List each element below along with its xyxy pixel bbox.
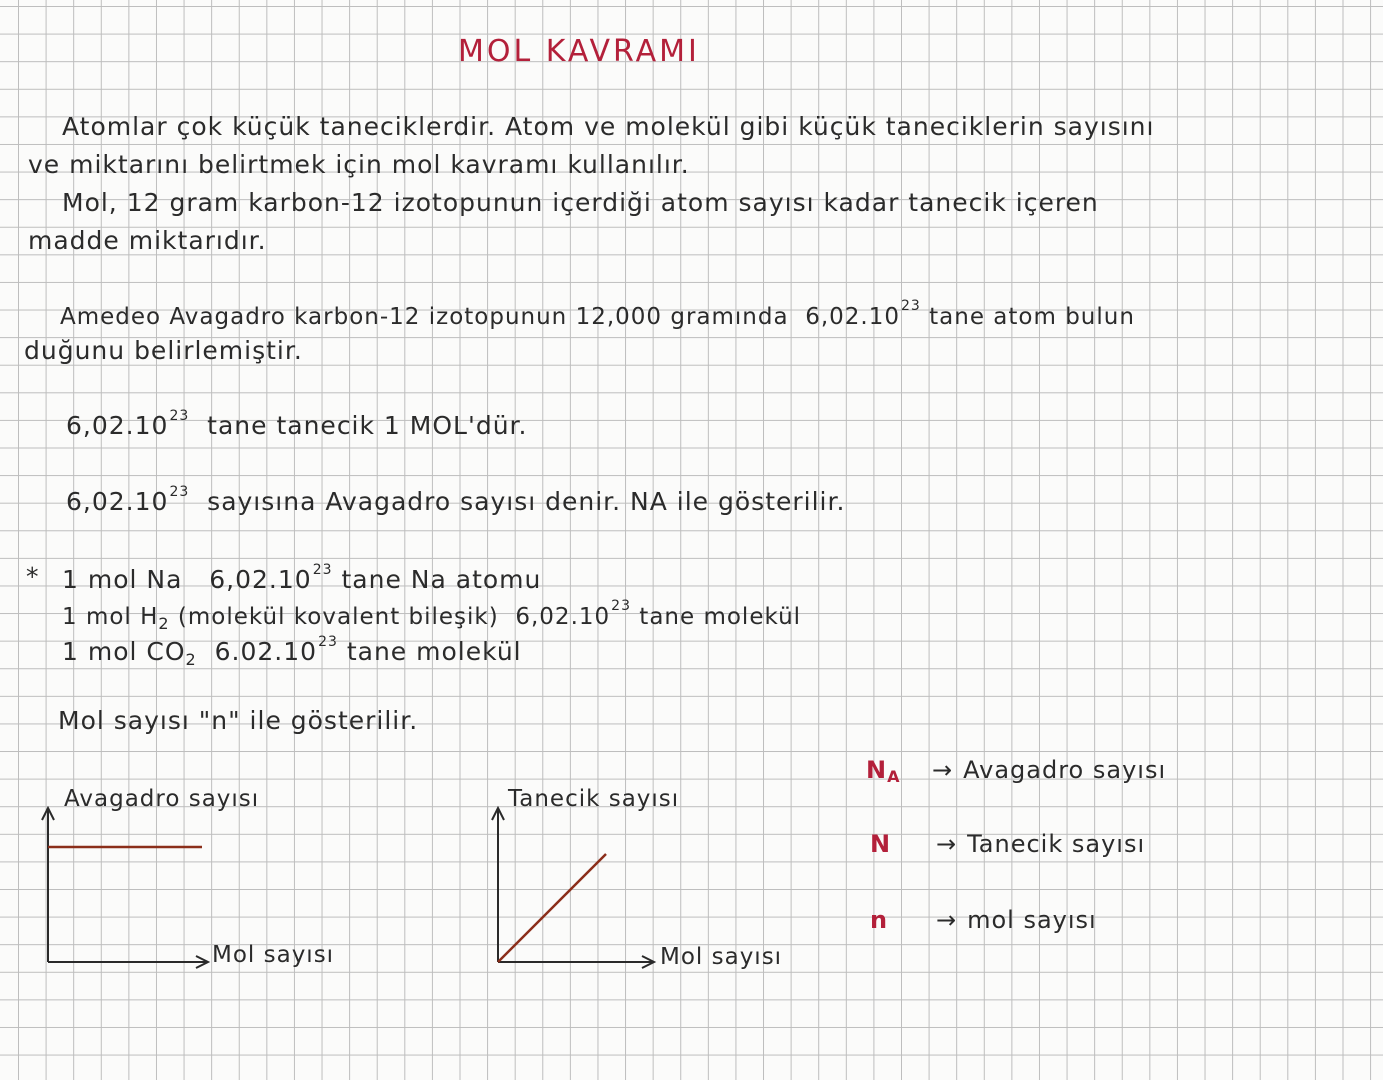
legend-item-n-upper	[870, 830, 1145, 858]
graph-2-series-line	[498, 854, 606, 962]
avogadro-line-1	[60, 298, 1135, 330]
intro-line-4: madde miktarıdır.	[28, 226, 267, 255]
example-item-3	[62, 634, 522, 669]
graph-2-ylabel: Tanecik sayısı	[508, 786, 680, 812]
statement-one-mol	[66, 408, 527, 440]
legend-key-na: $N_A$	[866, 756, 901, 786]
avogadro-line-1-tail: tane atom bulun	[929, 304, 1135, 330]
legend-key-n-upper: N	[870, 830, 892, 858]
arrow-right-icon: →	[936, 906, 958, 934]
example-1-post: tane Na atomu	[341, 565, 542, 594]
arrow-right-icon: →	[932, 756, 954, 784]
example-2-pre: 1 mol H	[62, 604, 159, 630]
legend-key-n-lower: n	[870, 906, 889, 934]
example-3-post: tane molekül	[346, 637, 522, 666]
intro-line-2: ve miktarını belirtmek için mol kavramı kullanılır.	[28, 150, 690, 179]
example-bullet: *	[26, 562, 40, 591]
intro-line-1: Atomlar çok küçük taneciklerdir. Atom ve molekül gibi küçük taneciklerin sayısını	[62, 112, 1155, 141]
legend-item-na	[866, 756, 1166, 786]
legend-label-na: Avagadro sayısı	[963, 756, 1167, 784]
legend-item-n-lower	[870, 906, 1097, 934]
avogadro-line-2: duğunu belirlemiştir.	[24, 336, 303, 365]
example-3-pre: 1 mol CO	[62, 637, 186, 666]
statement-2-text: sayısına Avagadro sayısı denir. NA ile gösterilir.	[207, 487, 846, 516]
graph-1-xlabel: Mol sayısı	[212, 942, 335, 968]
example-3-exp: 23	[318, 634, 338, 650]
graph-1-ylabel: Avagadro sayısı	[64, 786, 260, 812]
example-1-pre: 1 mol Na	[62, 565, 183, 594]
statement-2-coef: 6,02.10	[66, 487, 169, 516]
example-2-pre-sub: 2	[158, 614, 170, 633]
avogadro-line-1-coef: 6,02.10	[805, 304, 901, 330]
graph-2-svg	[480, 800, 680, 970]
avogadro-line-1-exp: 23	[901, 298, 921, 314]
example-3-coef: 6.02.10	[214, 637, 318, 666]
legend-label-n-lower: mol sayısı	[967, 906, 1097, 934]
graph-2-xlabel: Mol sayısı	[660, 944, 783, 970]
statement-avogadro-number	[66, 484, 845, 516]
example-item-1	[62, 562, 541, 594]
mol-note: Mol sayısı "n" ile gösterilir.	[58, 706, 419, 735]
example-2-post: tane molekül	[639, 604, 802, 630]
statement-2-exp: 23	[169, 484, 190, 500]
statement-1-text: tane tanecik 1 MOL'dür.	[207, 411, 528, 440]
legend-label-n-upper: Tanecik sayısı	[967, 830, 1146, 858]
statement-1-coef: 6,02.10	[66, 411, 169, 440]
example-2-exp: 23	[611, 598, 631, 614]
example-1-coef: 6,02.10	[209, 565, 312, 594]
arrow-right-icon: →	[936, 830, 958, 858]
example-2-pre-tail: (molekül kovalent bileşik)	[177, 604, 499, 630]
avogadro-line-1-text: Amedeo Avagadro karbon-12 izotopunun 12,000 gramında	[60, 304, 789, 330]
example-1-exp: 23	[312, 562, 333, 578]
example-2-coef: 6,02.10	[515, 604, 611, 630]
page-title: MOL KAVRAMI	[458, 34, 700, 69]
example-item-2	[62, 598, 801, 633]
intro-line-3: Mol, 12 gram karbon-12 izotopunun içerdiği atom sayısı kadar tanecik içeren	[62, 188, 1099, 217]
graph-1-svg	[30, 800, 220, 970]
example-3-pre-sub: 2	[185, 650, 197, 669]
statement-1-exp: 23	[169, 408, 190, 424]
